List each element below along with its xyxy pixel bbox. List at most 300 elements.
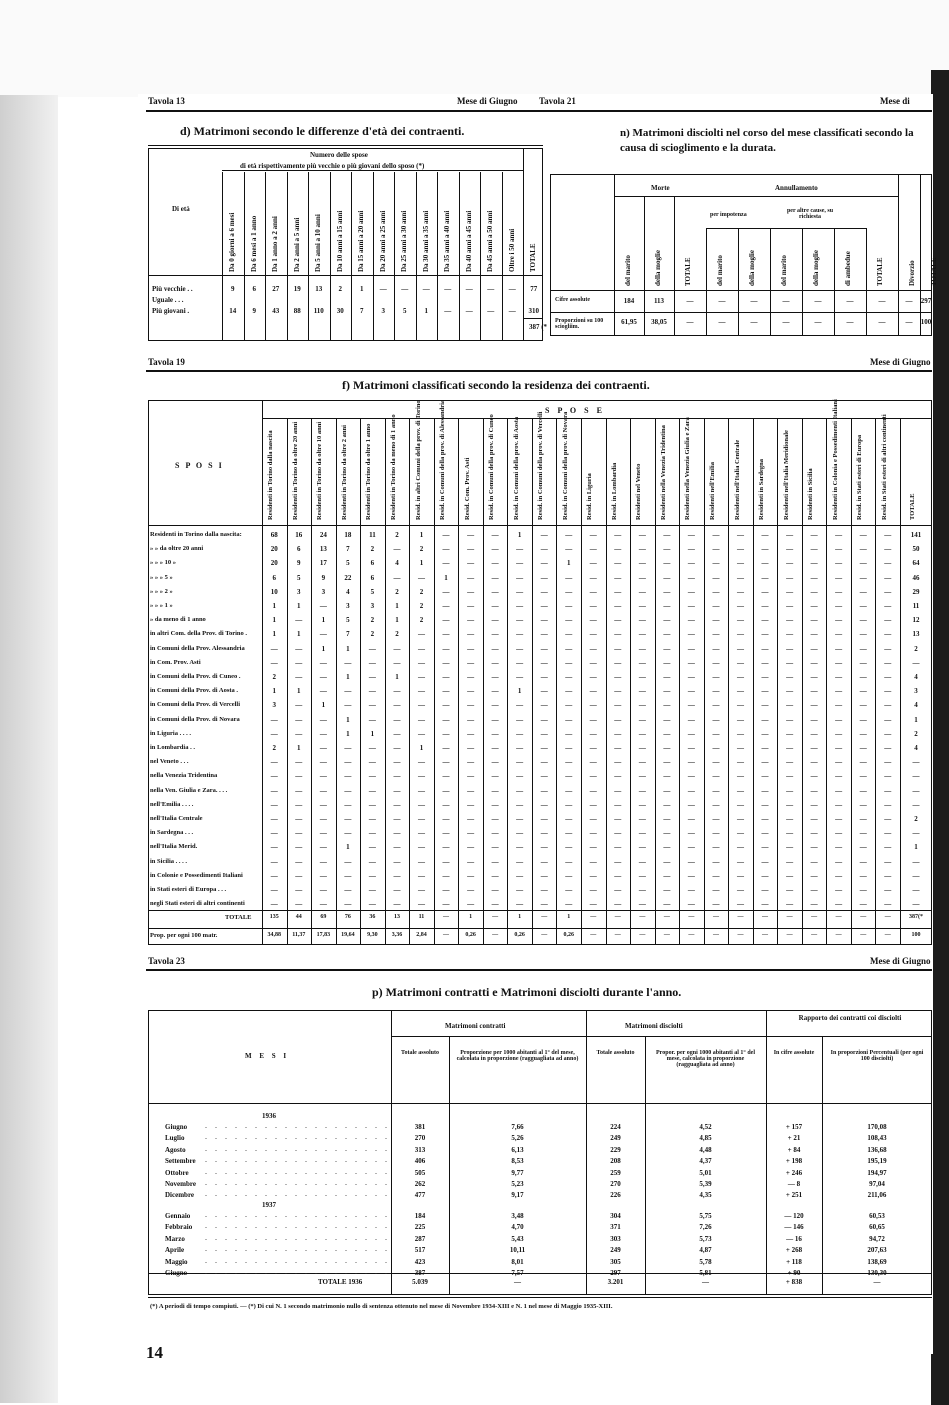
section-d-col-header: Da 6 mesi a 1 anno [249, 215, 258, 272]
section-f-cell: 6 [297, 545, 301, 554]
section-n-sub-altre: per altre cause, su richiesta [786, 208, 834, 220]
section-f-cell: — [540, 744, 548, 752]
section-n-col-header: del marito [716, 255, 724, 286]
section-f-cell: 20 [270, 545, 278, 554]
section-f-cell: — [835, 715, 843, 724]
section-f-cell: 11 [369, 531, 376, 539]
section-f-row-label: nell'Italia Centrale [150, 815, 203, 822]
section-f-total-row-cell: 1 [469, 914, 473, 920]
section-f-cell: — [540, 758, 548, 767]
section-f-cell: — [638, 786, 646, 795]
section-f-cell: — [638, 715, 646, 724]
section-p-sub-header: Proporzione per 1000 abitanti al 1° del mese, calcolata in proporzione (ragguagliata ad anno) [456, 1050, 579, 1062]
section-f-cell: 1 [419, 559, 424, 568]
section-f-cell: 4 [914, 673, 918, 681]
section-f-cell: — [859, 800, 867, 809]
section-f-cell: 1 [321, 644, 326, 653]
section-f-cell: — [442, 545, 450, 554]
section-f-row-label: nell'Emilia . . . . [150, 800, 194, 808]
section-p-cell: 5,39 [699, 1180, 712, 1188]
section-p-cell: 505 [414, 1168, 426, 1177]
section-f-cell: — [859, 644, 867, 653]
section-f-cell: — [368, 900, 376, 909]
header-left: Tavola 13 [148, 96, 185, 106]
section-n-group-morte: Morte [651, 184, 670, 192]
section-f-cell: — [589, 715, 597, 724]
section-p-cell: 4,70 [511, 1223, 524, 1232]
section-f-cell: — [491, 843, 499, 852]
section-f-cell: — [565, 531, 573, 539]
section-f-row-label: in Sicilia . . . . [150, 857, 188, 865]
section-f-cell: — [467, 715, 475, 724]
section-n-row-label: Proporzioni su 100 sciogliim. [555, 318, 604, 330]
section-d-cell: 310 [528, 307, 539, 315]
section-d-col-header: Da 40 anni a 45 anni [464, 210, 473, 272]
section-f-cell: — [835, 900, 843, 909]
section-d-col-divider [330, 172, 331, 341]
section-f-cell: — [810, 701, 818, 710]
section-f-cell: — [417, 630, 425, 639]
section-f-cell: 1 [346, 715, 350, 724]
section-d-cell: 6 [252, 285, 256, 293]
section-p-cell: 270 [414, 1134, 426, 1143]
section-d-row-label: Uguale . . . [152, 296, 184, 304]
section-f-cell: — [859, 843, 867, 852]
section-f-cell: — [540, 644, 548, 653]
section-f-cell: — [417, 573, 425, 582]
section-f-row-label: » » » 10 » [150, 559, 176, 567]
section-f-cell: — [736, 545, 744, 554]
section-f-col-divider [630, 418, 631, 945]
section-f-cell: — [442, 687, 450, 696]
section-f-cell: — [442, 658, 450, 667]
section-p-cell: 60,65 [869, 1223, 885, 1232]
section-f-cell: — [442, 829, 450, 838]
section-f-cell: — [393, 758, 401, 767]
section-f-cell: — [638, 800, 646, 809]
section-f-cell: — [638, 701, 646, 710]
section-f-cell: — [810, 815, 818, 823]
section-f-cell: — [810, 886, 818, 894]
section-f-cell: — [761, 587, 769, 596]
section-f-cell: — [614, 772, 622, 781]
section-f-cell: — [270, 658, 278, 667]
section-f-row-label: » » » 5 » [150, 573, 173, 581]
section-p-sub-header: In proporzioni Percentuali (per ogni 100 disciolti) [830, 1050, 924, 1062]
section-p-cell: 5,73 [699, 1234, 712, 1243]
section-f-cell: — [270, 886, 278, 894]
section-f-cell: 3 [297, 587, 301, 596]
section-f-cell: — [565, 815, 573, 823]
section-f-cell: — [540, 587, 548, 596]
section-f-cell: — [859, 886, 867, 894]
section-f-cell: — [565, 715, 573, 724]
section-f-cell: — [835, 573, 843, 582]
section-f-cell: — [344, 687, 352, 696]
section-f-cell: — [540, 800, 548, 809]
section-p-year-2: 1937 [262, 1201, 276, 1209]
section-f-prop-row-cell: 34,88 [267, 932, 282, 938]
section-f-prop-row-cell: — [663, 932, 670, 938]
section-f-cell: — [859, 658, 867, 667]
section-f-cell: — [810, 900, 818, 909]
section-f-cell: — [884, 687, 892, 696]
section-f-cell: — [417, 829, 425, 838]
section-f-cell: — [786, 786, 794, 795]
section-f-cell: — [638, 744, 646, 752]
section-f-cell: 4 [346, 587, 350, 596]
section-f-cell: — [884, 630, 892, 639]
section-f-col-divider [409, 418, 410, 945]
section-f-cell: — [638, 602, 646, 610]
section-f-prop-row-cell: — [541, 932, 548, 938]
section-f-cell: — [786, 673, 794, 681]
section-f-cell: — [810, 843, 818, 852]
section-p-cell: 5,81 [699, 1269, 712, 1277]
section-f-cell: — [295, 829, 303, 838]
section-f-cell: — [687, 587, 695, 596]
section-f-cell: — [491, 616, 499, 625]
section-f-cell: — [786, 871, 794, 880]
section-f-cell: — [810, 800, 818, 809]
section-f-prop-row-cell: — [688, 932, 695, 938]
section-f-cell: — [393, 715, 401, 724]
section-f-cell: — [912, 829, 920, 838]
section-f-cell: — [810, 531, 818, 539]
section-d-title: d) Matrimoni secondo le differenze d'età dei contraenti. [180, 124, 465, 138]
section-f-cell: — [712, 531, 720, 539]
section-f-cell: — [516, 715, 524, 724]
section-f-cell: — [884, 729, 892, 738]
section-f-prop-row-cell: — [443, 932, 450, 938]
section-f-row-label: » » » 1 » [150, 602, 173, 609]
section-f-prop-row-cell: — [860, 932, 867, 938]
header-center-right: Tavola 21 [539, 96, 576, 106]
section-p-cell: 229 [610, 1145, 621, 1154]
section-f-cell: — [565, 829, 573, 838]
section-n-col-header: TOTALE [684, 257, 692, 286]
section-f-cell: — [614, 800, 622, 809]
section-p-cell: 4,85 [699, 1134, 712, 1143]
section-p-cell: 287 [414, 1234, 426, 1243]
section-p-cell: — 120 [784, 1212, 804, 1220]
section-f-cell: — [761, 545, 769, 554]
section-f-cell: — [638, 729, 646, 738]
section-p-cell: 423 [414, 1257, 426, 1266]
section-n-col-divider [898, 174, 899, 336]
section-f-cell: — [589, 886, 597, 894]
section-d-cell: 77 [530, 285, 538, 293]
section-f-cell: 2 [370, 616, 375, 625]
header-right: Mese di [880, 96, 910, 106]
section-f-cell: — [761, 758, 769, 767]
section-f-cell: 1 [566, 559, 571, 568]
section-f-cell: — [491, 644, 499, 653]
section-f-cell: — [687, 786, 695, 795]
section-f-cell: — [491, 857, 499, 866]
section-f-cell: — [912, 772, 920, 781]
section-f-cell: — [589, 744, 597, 752]
section-f-cell: — [638, 616, 646, 625]
section-f-cell: — [687, 744, 695, 752]
section-f-cell: 9 [297, 559, 301, 568]
section-p-cell: 5,26 [511, 1134, 524, 1143]
section-f-cell: — [663, 900, 671, 909]
section-f-cell: — [540, 701, 548, 710]
section-f-total-row-cell: — [639, 914, 646, 920]
section-d-cell: — [508, 285, 516, 293]
section-f-cell: — [295, 815, 303, 823]
section-d-col-header: TOTALE [529, 243, 537, 272]
section-p-month-label: Settembre [165, 1157, 196, 1166]
section-p-cell: 5,01 [699, 1168, 712, 1177]
section-f-cell: — [516, 616, 524, 625]
section-f-cell: — [614, 630, 622, 639]
section-f-cell: — [491, 715, 499, 724]
section-p-col-divider [449, 1036, 450, 1295]
section-f-cell: — [712, 616, 720, 625]
section-n-col-divider [674, 196, 675, 336]
section-f-table-label: Tavola 19 [148, 357, 185, 367]
section-f-cell: — [442, 843, 450, 852]
section-f-cell: — [491, 531, 499, 539]
section-f-total-row-cell: — [443, 914, 450, 920]
section-f-cell: — [638, 658, 646, 667]
section-f-cell: — [712, 715, 720, 724]
section-f-cell: — [859, 673, 867, 681]
section-f-cell: 3 [321, 587, 326, 596]
section-f-cell: — [393, 772, 401, 781]
section-f-cell: 1 [419, 531, 424, 539]
section-f-cell: — [638, 644, 646, 653]
section-f-cell: — [393, 886, 401, 894]
section-f-cell: — [442, 857, 450, 866]
section-p-cell: 5,43 [511, 1234, 524, 1243]
section-f-cell: — [663, 602, 671, 610]
section-f-header-rule [148, 525, 932, 526]
section-f-cell: — [442, 644, 450, 653]
section-n-col-header: del marito [624, 255, 632, 286]
section-p-leader-dots: . . . . . . . . . . . . . . . . . . . [205, 1255, 390, 1265]
section-p-total-cell: — [873, 1278, 881, 1286]
section-p-cell: 249 [610, 1134, 621, 1143]
section-f-row-label: in Comuni della Prov. di Vercelli [150, 701, 241, 709]
section-f-cell: — [270, 772, 278, 781]
section-f-cell: — [467, 545, 475, 554]
section-f-cell: — [835, 616, 843, 625]
section-f-cell: — [638, 857, 646, 866]
section-f-cell: — [491, 673, 499, 681]
section-f-cell: 3 [370, 602, 375, 610]
section-f-cell: — [761, 843, 769, 852]
section-f-cell: — [912, 758, 920, 767]
section-f-cell: — [736, 701, 744, 710]
section-p-month-label: Giugno [165, 1269, 188, 1277]
section-f-cell: 6 [272, 573, 277, 582]
section-f-cell: — [712, 630, 720, 639]
section-p-cell: 406 [414, 1157, 426, 1166]
section-f-cell: — [393, 900, 401, 909]
section-p-cell: 225 [414, 1223, 426, 1232]
section-p-cell: + 251 [785, 1191, 803, 1200]
section-f-cell: — [417, 758, 425, 767]
section-f-cell: — [810, 630, 818, 639]
section-f-cell: — [516, 900, 524, 909]
section-f-cell: — [491, 602, 499, 610]
section-n-cell: 100 [920, 318, 932, 326]
section-f-cell: — [319, 815, 327, 823]
section-f-prop-row-cell: — [884, 932, 891, 938]
section-f-cell: — [417, 658, 425, 667]
section-f-cell: 9 [321, 573, 326, 582]
section-p-cell: 184 [414, 1212, 426, 1220]
section-p-sub-header: Propor. per ogni 1000 abitanti al 1° del mese, calcolata in proporzione (ragguagliata ad anno) [656, 1050, 755, 1068]
section-f-cell: — [270, 857, 278, 866]
section-d-col-header: Da 25 anni a 30 anni [400, 210, 408, 272]
section-n-sub-rule [706, 228, 866, 229]
section-p-total-cell: 5.039 [412, 1278, 428, 1286]
section-f-cell: — [319, 673, 327, 681]
section-f-cell: — [540, 871, 548, 880]
section-n-group-rule [614, 196, 898, 197]
section-f-cell: — [884, 800, 892, 809]
section-f-cell: — [589, 658, 597, 667]
section-d-cell: 30 [336, 307, 344, 315]
section-f-cell: — [540, 616, 548, 625]
section-f-cell: — [761, 573, 769, 582]
section-f-cell: — [736, 630, 744, 639]
section-f-cell: — [712, 602, 720, 610]
section-f-cell: — [687, 729, 695, 738]
section-f-cell: — [442, 871, 450, 880]
section-f-cell: — [565, 573, 573, 582]
section-f-cell: — [835, 658, 843, 667]
section-f-cell: — [516, 886, 524, 894]
section-d-cell: — [422, 285, 430, 293]
section-d-col-header: Da 20 anni a 25 anni [378, 210, 387, 272]
section-f-cell: — [295, 673, 303, 681]
section-f-cell: — [614, 715, 622, 724]
section-d-cell: 9 [252, 307, 256, 315]
section-p-cell: 10,11 [509, 1246, 526, 1255]
section-f-cell: 1 [517, 687, 522, 696]
section-d-col-divider [502, 172, 503, 341]
section-f-cell: — [442, 786, 450, 795]
section-f-cell: — [638, 531, 646, 539]
section-f-prop-rule [148, 928, 932, 929]
section-f-cell: — [810, 715, 818, 724]
section-f-cell: 2 [370, 545, 375, 554]
section-f-col-divider [753, 418, 754, 945]
section-f-cell: — [687, 644, 695, 653]
section-f-total-row-cell: — [762, 914, 769, 920]
section-f-col-header: Residenti in Torino dalla nascita [267, 430, 275, 520]
section-p-cell: 97,04 [869, 1180, 885, 1188]
section-f-cell: 24 [319, 531, 327, 539]
section-f-cell: — [540, 815, 548, 823]
section-f-cell: — [270, 786, 278, 795]
section-f-cell: — [516, 559, 524, 568]
section-f-cell: 6 [370, 573, 375, 582]
section-f-prop-row-cell: 9,30 [367, 932, 378, 938]
section-f-cell: — [319, 800, 327, 809]
section-f-cell: — [442, 673, 450, 681]
section-f-right-label: Mese di Giugno [870, 357, 931, 367]
section-d-col-header: Da 5 anni a 10 anni [314, 214, 322, 272]
section-p-total-cell: — [702, 1278, 709, 1286]
section-f-cell: — [712, 701, 720, 710]
section-d-cell: 7 [360, 307, 364, 315]
section-f-total-row-cell: 1 [518, 914, 522, 920]
section-f-cell: — [516, 786, 524, 795]
section-f-cell: — [540, 886, 548, 894]
section-n-col-header: della moglie [812, 250, 820, 286]
section-d-col-header: Da 30 anni a 35 anni [421, 210, 430, 272]
section-f-cell: — [491, 772, 499, 781]
section-f-col-header: Resid. in Lombardia [610, 462, 618, 520]
section-f-total-row-cell: — [590, 914, 597, 920]
section-f-cell: — [467, 815, 475, 823]
section-n-cell: 184 [623, 297, 635, 305]
section-d-cell: 110 [313, 307, 324, 315]
section-f-cell: — [467, 531, 475, 539]
section-f-cell: — [467, 800, 475, 809]
section-f-cell: — [687, 871, 695, 880]
section-f-cell: — [491, 630, 499, 639]
section-f-cell: — [565, 729, 573, 738]
section-p-cell: 381 [414, 1123, 426, 1131]
section-n-cell: 297 [920, 297, 932, 305]
section-f-total-row-cell: 1 [567, 914, 571, 920]
section-f-cell: — [589, 701, 597, 710]
section-p-sub-header: In cifre assolute [773, 1050, 815, 1056]
section-f-cell: — [614, 900, 622, 909]
section-f-cell: — [859, 587, 867, 596]
section-f-cell: — [319, 871, 327, 880]
section-f-cell: — [638, 871, 646, 880]
section-f-cell: — [589, 815, 597, 823]
section-f-cell: — [540, 843, 548, 852]
section-f-col-divider [802, 418, 803, 945]
section-f-cell: — [442, 772, 450, 781]
section-f-cell: — [786, 587, 794, 596]
section-f-cell: 1 [914, 715, 918, 724]
section-f-cell: — [467, 658, 475, 667]
section-p-month-label: Febbraio [165, 1223, 193, 1232]
section-f-cell: — [761, 815, 769, 823]
section-f-col-divider [704, 418, 705, 945]
section-f-cell: — [884, 531, 892, 539]
section-f-cell: 13 [319, 545, 327, 554]
section-f-cell: — [516, 701, 524, 710]
section-f-cell: — [516, 602, 524, 610]
section-f-cell: — [663, 545, 671, 554]
section-p-cell: 270 [610, 1180, 621, 1188]
section-f-cell: — [810, 729, 818, 738]
section-f-total-row-cell: 11 [418, 914, 425, 920]
section-p-cell: 371 [610, 1223, 621, 1232]
section-d-top-rule [148, 145, 543, 146]
section-d-cell: — [465, 285, 473, 293]
section-f-cell: — [540, 729, 548, 738]
section-f-cell: — [368, 758, 376, 767]
section-d-col-divider [287, 172, 288, 341]
section-f-cell: — [859, 900, 867, 909]
section-f-cell: 1 [395, 602, 399, 610]
section-f-cell: — [516, 800, 524, 809]
section-f-cell: — [884, 715, 892, 724]
section-f-cell: — [761, 687, 769, 696]
